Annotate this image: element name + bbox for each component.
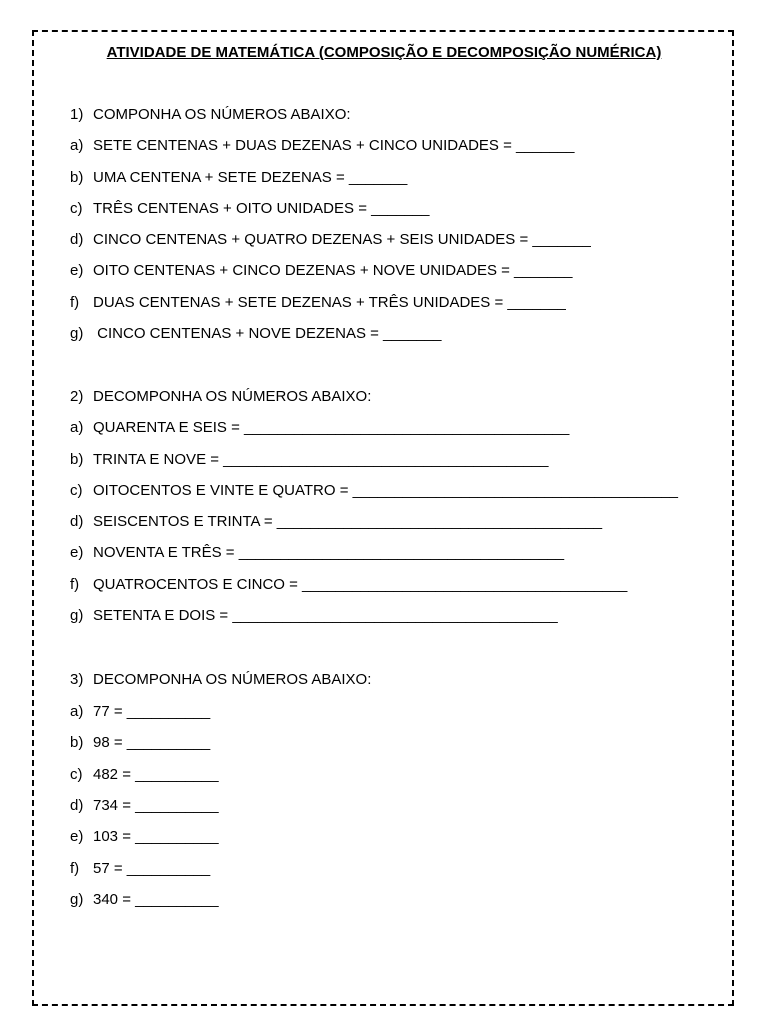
item-marker: d): [70, 797, 84, 814]
item-text: CINCO CENTENAS + NOVE DEZENAS = _______: [93, 325, 442, 342]
item-marker: a): [70, 419, 84, 436]
section-1-item-a: [70, 137, 574, 155]
item-text: 77 = __________: [93, 703, 211, 720]
item-text: TRINTA E NOVE = _______________________________________: [93, 451, 549, 468]
section-3-item-b: [70, 734, 210, 752]
item-text: SETE CENTENAS + DUAS DEZENAS + CINCO UNIDADES = _______: [93, 137, 575, 154]
item-text: TRÊS CENTENAS + OITO UNIDADES = _______: [93, 200, 430, 217]
item-marker: b): [70, 451, 84, 468]
section-2-heading-text: DECOMPONHA OS NÚMEROS ABAIXO:: [93, 388, 372, 405]
section-1-number: 1): [70, 106, 84, 123]
section-2-item-e: [70, 544, 564, 562]
section-1-heading: [70, 106, 351, 124]
section-2-item-c: [70, 482, 678, 500]
item-marker: g): [70, 607, 84, 624]
section-3-item-d: [70, 797, 219, 815]
item-text: OITO CENTENAS + CINCO DEZENAS + NOVE UNIDADES = _______: [93, 262, 573, 279]
item-marker: f): [70, 294, 80, 311]
item-text: 340 = __________: [93, 891, 219, 908]
item-text: QUATROCENTOS E CINCO = _______________________________________: [93, 576, 628, 593]
section-1-heading-text: COMPONHA OS NÚMEROS ABAIXO:: [93, 106, 351, 123]
item-marker: e): [70, 544, 84, 561]
item-marker: c): [70, 482, 83, 499]
section-3-item-g: [70, 891, 219, 909]
section-3-item-e: [70, 828, 219, 846]
section-3-heading-text: DECOMPONHA OS NÚMEROS ABAIXO:: [93, 671, 372, 688]
item-marker: f): [70, 860, 80, 877]
section-1-item-f: [70, 294, 566, 312]
item-text: 734 = __________: [93, 797, 219, 814]
item-text: 482 = __________: [93, 766, 219, 783]
item-text: UMA CENTENA + SETE DEZENAS = _______: [93, 169, 408, 186]
item-marker: g): [70, 891, 84, 908]
item-marker: e): [70, 262, 84, 279]
item-marker: d): [70, 513, 84, 530]
item-marker: g): [70, 325, 84, 342]
item-marker: c): [70, 200, 83, 217]
item-text: 57 = __________: [93, 860, 211, 877]
item-text: CINCO CENTENAS + QUATRO DEZENAS + SEIS UNIDADES = _______: [93, 231, 591, 248]
item-marker: a): [70, 703, 84, 720]
item-text: SEISCENTOS E TRINTA = _______________________________________: [93, 513, 603, 530]
item-marker: b): [70, 734, 84, 751]
section-3-heading: [70, 671, 371, 689]
section-2-item-b: [70, 451, 549, 469]
item-text: DUAS CENTENAS + SETE DEZENAS + TRÊS UNIDADES = _______: [93, 294, 566, 311]
section-2-item-d: [70, 513, 602, 531]
item-text: 98 = __________: [93, 734, 211, 751]
item-marker: a): [70, 137, 84, 154]
section-1-item-b: [70, 169, 407, 187]
section-1-item-g: [70, 325, 441, 343]
section-2-item-a: [70, 419, 569, 437]
item-text: OITOCENTOS E VINTE E QUATRO = _______________________________________: [93, 482, 678, 499]
item-marker: e): [70, 828, 84, 845]
section-3-item-c: [70, 766, 219, 784]
section-1-item-d: [70, 231, 591, 249]
item-marker: d): [70, 231, 84, 248]
item-marker: b): [70, 169, 84, 186]
item-marker: c): [70, 766, 83, 783]
item-text: NOVENTA E TRÊS = _______________________________________: [93, 544, 565, 561]
section-1-item-c: [70, 200, 430, 218]
item-text: SETENTA E DOIS = _______________________________________: [93, 607, 558, 624]
item-marker: f): [70, 576, 80, 593]
section-3-item-a: [70, 703, 210, 721]
page-title: ATIVIDADE DE MATEMÁTICA (COMPOSIÇÃO E DECOMPOSIÇÃO NUMÉRICA): [106, 44, 662, 61]
item-text: QUARENTA E SEIS = _______________________________________: [93, 419, 570, 436]
item-text: 103 = __________: [93, 828, 219, 845]
section-1-item-e: [70, 262, 572, 280]
section-3-number: 3): [70, 671, 84, 688]
section-2-item-f: [70, 576, 627, 594]
section-3-item-f: [70, 860, 210, 878]
section-2-heading: [70, 388, 371, 406]
section-2-item-g: [70, 607, 558, 625]
section-2-number: 2): [70, 388, 84, 405]
